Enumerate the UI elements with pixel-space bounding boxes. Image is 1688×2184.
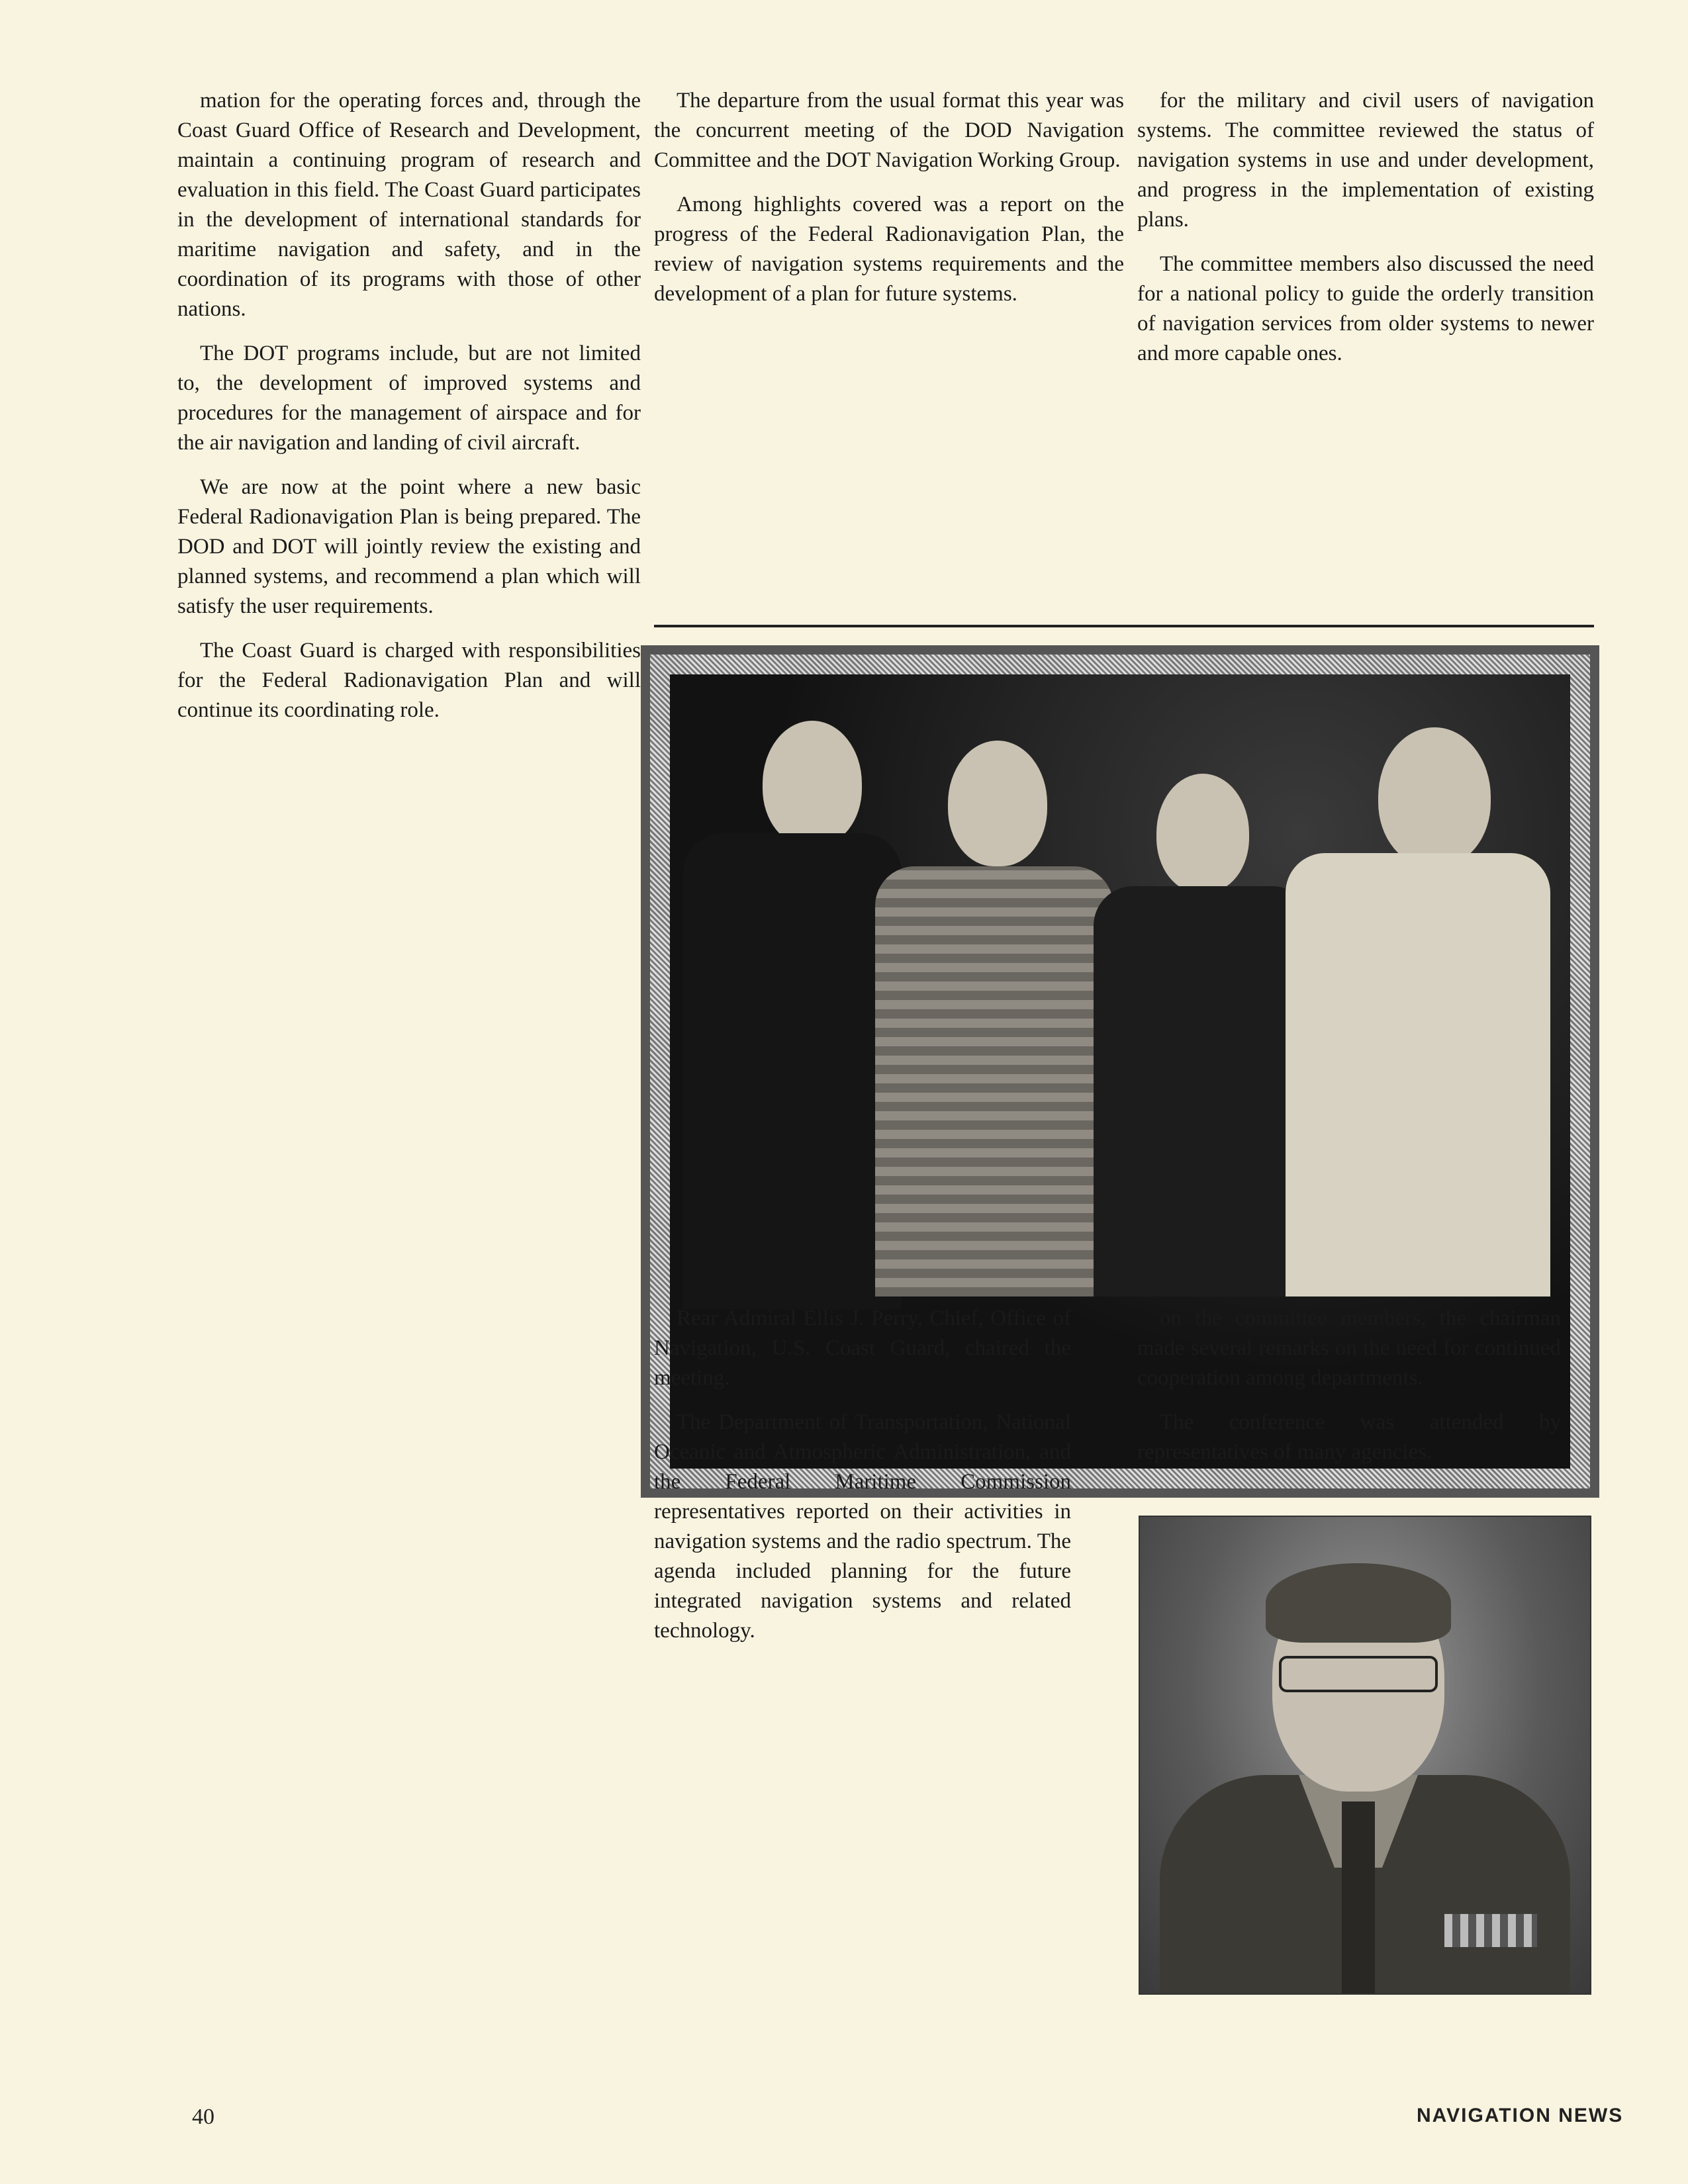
text-column-middle-top xyxy=(654,86,1124,609)
paragraph: The Department of Transportation, National Oceanic and Atmospheric Administration, and the Federal Maritime Commission representatives reported on their activities in navigation systems and the radio spectrum. The agenda included planning for the future integrated navigation systems and related technology. xyxy=(654,1410,1071,1643)
person-officer xyxy=(1094,747,1312,1297)
ribbons xyxy=(1444,1914,1537,1947)
paragraph: The DOT programs include, but are not limited to, the development of improved systems and procedures for the management of airspace and for the air navigation and landing of civil aircraft. xyxy=(177,341,641,455)
paragraph: The Coast Guard is charged with responsibilities for the Federal Radionavigation Plan and will continue its coordinating role. xyxy=(177,639,641,722)
text-column-right-top xyxy=(1137,86,1594,609)
paragraph: The conference was attended by representatives of many agencies. xyxy=(1137,1410,1561,1464)
person-plaid-jacket xyxy=(875,714,1113,1297)
paragraph: Rear Admiral Ellis J. Perry, Chief, Office of Navigation, U.S. Coast Guard, chaired the meeting. xyxy=(654,1306,1071,1390)
paragraph: The departure from the usual format this year was the concurrent meeting of the DOD Navigation Committee and the DOT Navigation Working Group. xyxy=(654,89,1124,172)
paragraph: The committee members also discussed the need for a national policy to guide the orderly transition of navigation services from older systems to newer and more capable ones. xyxy=(1137,252,1594,365)
person-admiral xyxy=(683,701,895,1297)
paragraph: for the military and civil users of navigation systems. The committee reviewed the status of navigation systems in use and under development, and progress in the implementation of existing plans. xyxy=(1137,89,1594,232)
glasses-icon xyxy=(1279,1656,1438,1692)
tie xyxy=(1342,1801,1375,1995)
portrait-photo xyxy=(1139,1516,1591,1995)
text-column-middle-bottom xyxy=(654,1304,1071,1741)
paragraph: mation for the operating forces and, through the Coast Guard Office of Research and Development, maintain a continuing program of research and evaluation in this field. The Coast Guard participates in the development of international standards for maritime navigation and safety, and in the coordination of its programs with those of other nations. xyxy=(177,89,641,321)
person-light-jacket xyxy=(1286,714,1550,1297)
footer-text: NAVIGATION NEWS xyxy=(1417,2105,1624,2126)
text-column-right-bottom xyxy=(1137,1304,1561,1502)
paragraph: on the committee members, the chairman made several remarks on the need for continued cooperation among departments. xyxy=(1137,1306,1561,1390)
page-number: 40 xyxy=(192,2105,214,2129)
paragraph: We are now at the point where a new basic Federal Radionavigation Plan is being prepared. The DOD and DOT will jointly review the existing and planned systems, and recommend a plan which will satisfy the user requirements. xyxy=(177,475,641,618)
text-column-left xyxy=(177,86,641,1807)
paragraph: Among highlights covered was a report on the progress of the Federal Radionavigation Plan, the review of navigation systems requirements and the development of a plan for future systems. xyxy=(654,193,1124,306)
horizontal-rule xyxy=(654,625,1594,627)
